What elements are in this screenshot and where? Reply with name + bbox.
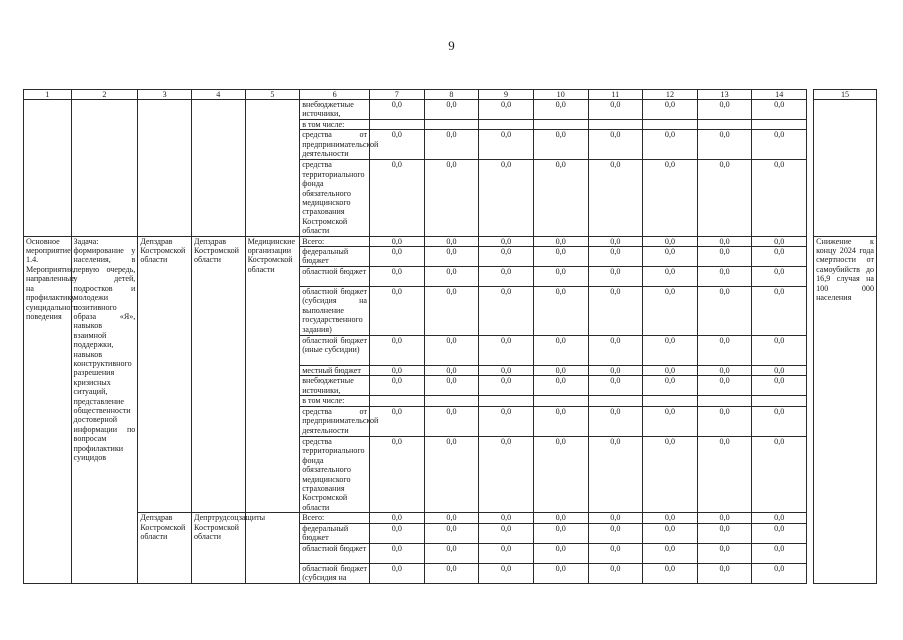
value-cell: 0,0 <box>533 160 588 236</box>
value-cell: 0,0 <box>752 366 807 376</box>
value-cell: 0,0 <box>697 563 752 583</box>
value-cell: 0,0 <box>697 436 752 512</box>
value-cell: 0,0 <box>752 563 807 583</box>
value-cell: 0,0 <box>588 130 643 160</box>
value-cell: 0,0 <box>533 236 588 246</box>
value-cell: 0,0 <box>643 513 698 523</box>
cell-col5 <box>245 100 300 237</box>
value-cell: 0,0 <box>424 130 479 160</box>
value-cell: 0,0 <box>479 543 534 563</box>
funding-source-label: в том числе: <box>300 120 370 130</box>
value-cell: 0,0 <box>643 236 698 246</box>
value-cell: 0,0 <box>588 247 643 267</box>
value-cell: 0,0 <box>643 267 698 287</box>
value-cell <box>697 120 752 130</box>
page-number: 9 <box>448 38 455 53</box>
value-cell: 0,0 <box>479 336 534 366</box>
header-cell: 6 <box>300 90 370 100</box>
value-cell: 0,0 <box>752 406 807 436</box>
value-cell: 0,0 <box>697 160 752 236</box>
header-cell: 13 <box>697 90 752 100</box>
value-cell: 0,0 <box>533 406 588 436</box>
funding-source-label: средства территориального фонда обязательного медицинского страхования Костромской области <box>300 436 370 512</box>
value-cell: 0,0 <box>697 100 752 120</box>
spacer-cell <box>807 236 814 246</box>
value-cell: 0,0 <box>643 523 698 543</box>
value-cell: 0,0 <box>424 366 479 376</box>
funding-source-label: средства территориального фонда обязательного медицинского страхования Костромской области <box>300 160 370 236</box>
value-cell: 0,0 <box>697 376 752 396</box>
value-cell: 0,0 <box>752 160 807 236</box>
value-cell: 0,0 <box>752 287 807 336</box>
value-cell: 0,0 <box>479 436 534 512</box>
value-cell <box>424 120 479 130</box>
value-cell: 0,0 <box>370 267 425 287</box>
funding-source-label: местный бюджет <box>300 366 370 376</box>
value-cell: 0,0 <box>752 267 807 287</box>
spacer-cell <box>807 100 814 120</box>
value-cell: 0,0 <box>370 247 425 267</box>
value-cell: 0,0 <box>588 267 643 287</box>
task-cell: Задача: формирование у населения, в первую очередь, у детей, подростков и молодежи позитивного образа «Я», навыков взаимной поддержки, навыков конструктивного разрешения кризисных ситуаций, представление общественности достоверной информации по вопросам профилактики суицидов <box>71 236 138 583</box>
header-cell: 7 <box>370 90 425 100</box>
value-cell <box>479 120 534 130</box>
value-cell: 0,0 <box>588 100 643 120</box>
cell-col3: Депздрав Костромской области <box>138 236 192 512</box>
funding-source-label: Всего: <box>300 513 370 523</box>
funding-source-label: областной бюджет <box>300 267 370 287</box>
table-row <box>24 100 877 120</box>
funding-source-label: внебюджетные источники, <box>300 376 370 396</box>
value-cell: 0,0 <box>533 543 588 563</box>
funding-source-label: средства от предпринимательской деятельности <box>300 406 370 436</box>
value-cell: 0,0 <box>533 366 588 376</box>
value-cell: 0,0 <box>588 406 643 436</box>
value-cell: 0,0 <box>533 513 588 523</box>
spacer-cell <box>807 563 814 583</box>
header-cell: 2 <box>71 90 138 100</box>
value-cell: 0,0 <box>424 336 479 366</box>
cell-col3 <box>138 100 192 237</box>
spacer-cell <box>807 160 814 236</box>
value-cell: 0,0 <box>424 287 479 336</box>
funding-source-label: областной бюджет <box>300 543 370 563</box>
value-cell: 0,0 <box>697 336 752 366</box>
value-cell: 0,0 <box>479 287 534 336</box>
value-cell: 0,0 <box>370 287 425 336</box>
value-cell: 0,0 <box>643 100 698 120</box>
value-cell: 0,0 <box>752 376 807 396</box>
value-cell: 0,0 <box>479 563 534 583</box>
cell-col3: Депздрав Костромской области <box>138 513 192 583</box>
value-cell: 0,0 <box>370 543 425 563</box>
value-cell: 0,0 <box>370 406 425 436</box>
value-cell: 0,0 <box>752 236 807 246</box>
spacer-cell <box>807 287 814 336</box>
funding-source-label: областной бюджет (субсидия на выполнение государственного задания) <box>300 287 370 336</box>
value-cell: 0,0 <box>424 100 479 120</box>
result-cell: Снижение к концу 2024 года смертности от самоубийств до 16,9 случая на 100 000 населения <box>814 236 877 583</box>
value-cell: 0,0 <box>479 366 534 376</box>
value-cell: 0,0 <box>479 267 534 287</box>
cell-col4 <box>191 100 245 237</box>
funding-source-label: Всего: <box>300 236 370 246</box>
spacer-cell <box>807 406 814 436</box>
value-cell: 0,0 <box>588 513 643 523</box>
value-cell: 0,0 <box>370 513 425 523</box>
value-cell <box>752 396 807 406</box>
header-cell: 9 <box>479 90 534 100</box>
value-cell: 0,0 <box>479 247 534 267</box>
value-cell: 0,0 <box>479 523 534 543</box>
value-cell: 0,0 <box>533 563 588 583</box>
value-cell: 0,0 <box>643 376 698 396</box>
value-cell <box>697 396 752 406</box>
spacer-cell <box>807 523 814 543</box>
funding-source-label: средства от предпринимательской деятельности <box>300 130 370 160</box>
value-cell <box>643 396 698 406</box>
value-cell: 0,0 <box>479 513 534 523</box>
cell-col2 <box>71 100 138 237</box>
cell-col5: Медицинские организации Костромской области <box>245 236 300 512</box>
spacer-cell <box>807 396 814 406</box>
value-cell: 0,0 <box>697 287 752 336</box>
header-cell: 4 <box>191 90 245 100</box>
value-cell <box>643 120 698 130</box>
value-cell <box>588 120 643 130</box>
value-cell: 0,0 <box>588 336 643 366</box>
spacer-cell <box>807 543 814 563</box>
header-cell: 3 <box>138 90 192 100</box>
value-cell: 0,0 <box>424 247 479 267</box>
spacer-cell <box>807 513 814 523</box>
value-cell: 0,0 <box>479 406 534 436</box>
value-cell: 0,0 <box>370 366 425 376</box>
spacer-cell <box>807 436 814 512</box>
value-cell: 0,0 <box>643 336 698 366</box>
value-cell: 0,0 <box>752 100 807 120</box>
value-cell: 0,0 <box>533 336 588 366</box>
value-cell: 0,0 <box>643 436 698 512</box>
value-cell <box>370 120 425 130</box>
value-cell: 0,0 <box>424 436 479 512</box>
value-cell <box>533 120 588 130</box>
result-cell <box>814 100 877 237</box>
value-cell: 0,0 <box>588 236 643 246</box>
table-row <box>24 513 877 523</box>
value-cell: 0,0 <box>697 543 752 563</box>
spacer-cell <box>807 247 814 267</box>
value-cell: 0,0 <box>370 523 425 543</box>
header-cell: 15 <box>814 90 877 100</box>
value-cell: 0,0 <box>479 236 534 246</box>
value-cell: 0,0 <box>370 376 425 396</box>
value-cell: 0,0 <box>643 406 698 436</box>
value-cell: 0,0 <box>533 376 588 396</box>
table-row <box>24 236 877 246</box>
value-cell: 0,0 <box>697 267 752 287</box>
value-cell <box>370 396 425 406</box>
value-cell: 0,0 <box>370 236 425 246</box>
funding-source-label: федеральный бюджет <box>300 523 370 543</box>
value-cell: 0,0 <box>643 287 698 336</box>
funding-source-label: федеральный бюджет <box>300 247 370 267</box>
value-cell: 0,0 <box>697 523 752 543</box>
value-cell: 0,0 <box>424 543 479 563</box>
value-cell: 0,0 <box>479 160 534 236</box>
value-cell <box>533 396 588 406</box>
value-cell: 0,0 <box>533 267 588 287</box>
value-cell: 0,0 <box>588 376 643 396</box>
value-cell: 0,0 <box>643 543 698 563</box>
value-cell: 0,0 <box>697 406 752 436</box>
value-cell: 0,0 <box>424 523 479 543</box>
value-cell <box>479 396 534 406</box>
value-cell: 0,0 <box>424 160 479 236</box>
header-cell: 5 <box>245 90 300 100</box>
value-cell: 0,0 <box>752 247 807 267</box>
value-cell: 0,0 <box>370 160 425 236</box>
spacer-cell <box>807 336 814 366</box>
value-cell: 0,0 <box>479 130 534 160</box>
funding-source-label: в том числе: <box>300 396 370 406</box>
header-cell: 11 <box>588 90 643 100</box>
value-cell: 0,0 <box>752 523 807 543</box>
value-cell: 0,0 <box>697 366 752 376</box>
value-cell: 0,0 <box>370 336 425 366</box>
value-cell: 0,0 <box>370 563 425 583</box>
value-cell: 0,0 <box>424 267 479 287</box>
cell-col4: Депртрудсоцзащиты Костромской области <box>191 513 245 583</box>
value-cell: 0,0 <box>424 376 479 396</box>
funding-source-label: областной бюджет (иные субсидии) <box>300 336 370 366</box>
funding-source-label: внебюджетные источники, <box>300 100 370 120</box>
value-cell: 0,0 <box>588 563 643 583</box>
value-cell: 0,0 <box>588 436 643 512</box>
value-cell: 0,0 <box>479 376 534 396</box>
value-cell: 0,0 <box>697 130 752 160</box>
value-cell: 0,0 <box>588 287 643 336</box>
event-name-cell: Основное мероприятие 1.4. Мероприятия, направленные на профилактику суицидального поведения <box>24 236 72 583</box>
funding-source-label: областной бюджет (субсидия на <box>300 563 370 583</box>
value-cell: 0,0 <box>588 523 643 543</box>
spacer-cell <box>807 267 814 287</box>
cell-col4: Депздрав Костромской области <box>191 236 245 512</box>
value-cell <box>424 396 479 406</box>
value-cell: 0,0 <box>370 130 425 160</box>
value-cell: 0,0 <box>424 563 479 583</box>
cell-col1 <box>24 100 72 237</box>
value-cell: 0,0 <box>533 247 588 267</box>
value-cell: 0,0 <box>588 543 643 563</box>
spacer-cell <box>807 376 814 396</box>
spacer-cell <box>807 120 814 130</box>
value-cell: 0,0 <box>479 100 534 120</box>
header-row <box>24 90 877 100</box>
header-cell: 14 <box>752 90 807 100</box>
value-cell: 0,0 <box>643 130 698 160</box>
value-cell: 0,0 <box>643 160 698 236</box>
spacer-cell <box>807 366 814 376</box>
value-cell: 0,0 <box>697 513 752 523</box>
value-cell: 0,0 <box>370 100 425 120</box>
header-cell: 10 <box>533 90 588 100</box>
value-cell: 0,0 <box>588 160 643 236</box>
value-cell: 0,0 <box>424 513 479 523</box>
value-cell: 0,0 <box>643 366 698 376</box>
value-cell: 0,0 <box>533 130 588 160</box>
value-cell: 0,0 <box>533 287 588 336</box>
value-cell: 0,0 <box>752 543 807 563</box>
spacer-cell <box>807 90 814 100</box>
value-cell <box>588 396 643 406</box>
header-cell: 12 <box>643 90 698 100</box>
value-cell: 0,0 <box>370 436 425 512</box>
value-cell: 0,0 <box>533 436 588 512</box>
value-cell: 0,0 <box>752 436 807 512</box>
header-cell: 8 <box>424 90 479 100</box>
value-cell: 0,0 <box>588 366 643 376</box>
value-cell: 0,0 <box>643 247 698 267</box>
value-cell: 0,0 <box>643 563 698 583</box>
value-cell: 0,0 <box>752 513 807 523</box>
value-cell: 0,0 <box>533 523 588 543</box>
spacer-cell <box>807 130 814 160</box>
value-cell: 0,0 <box>752 130 807 160</box>
value-cell <box>752 120 807 130</box>
value-cell: 0,0 <box>424 406 479 436</box>
value-cell: 0,0 <box>697 247 752 267</box>
value-cell: 0,0 <box>697 236 752 246</box>
value-cell: 0,0 <box>424 236 479 246</box>
value-cell: 0,0 <box>533 100 588 120</box>
header-cell: 1 <box>24 90 72 100</box>
value-cell: 0,0 <box>752 336 807 366</box>
budget-table <box>23 89 877 584</box>
cell-col5 <box>245 513 300 583</box>
